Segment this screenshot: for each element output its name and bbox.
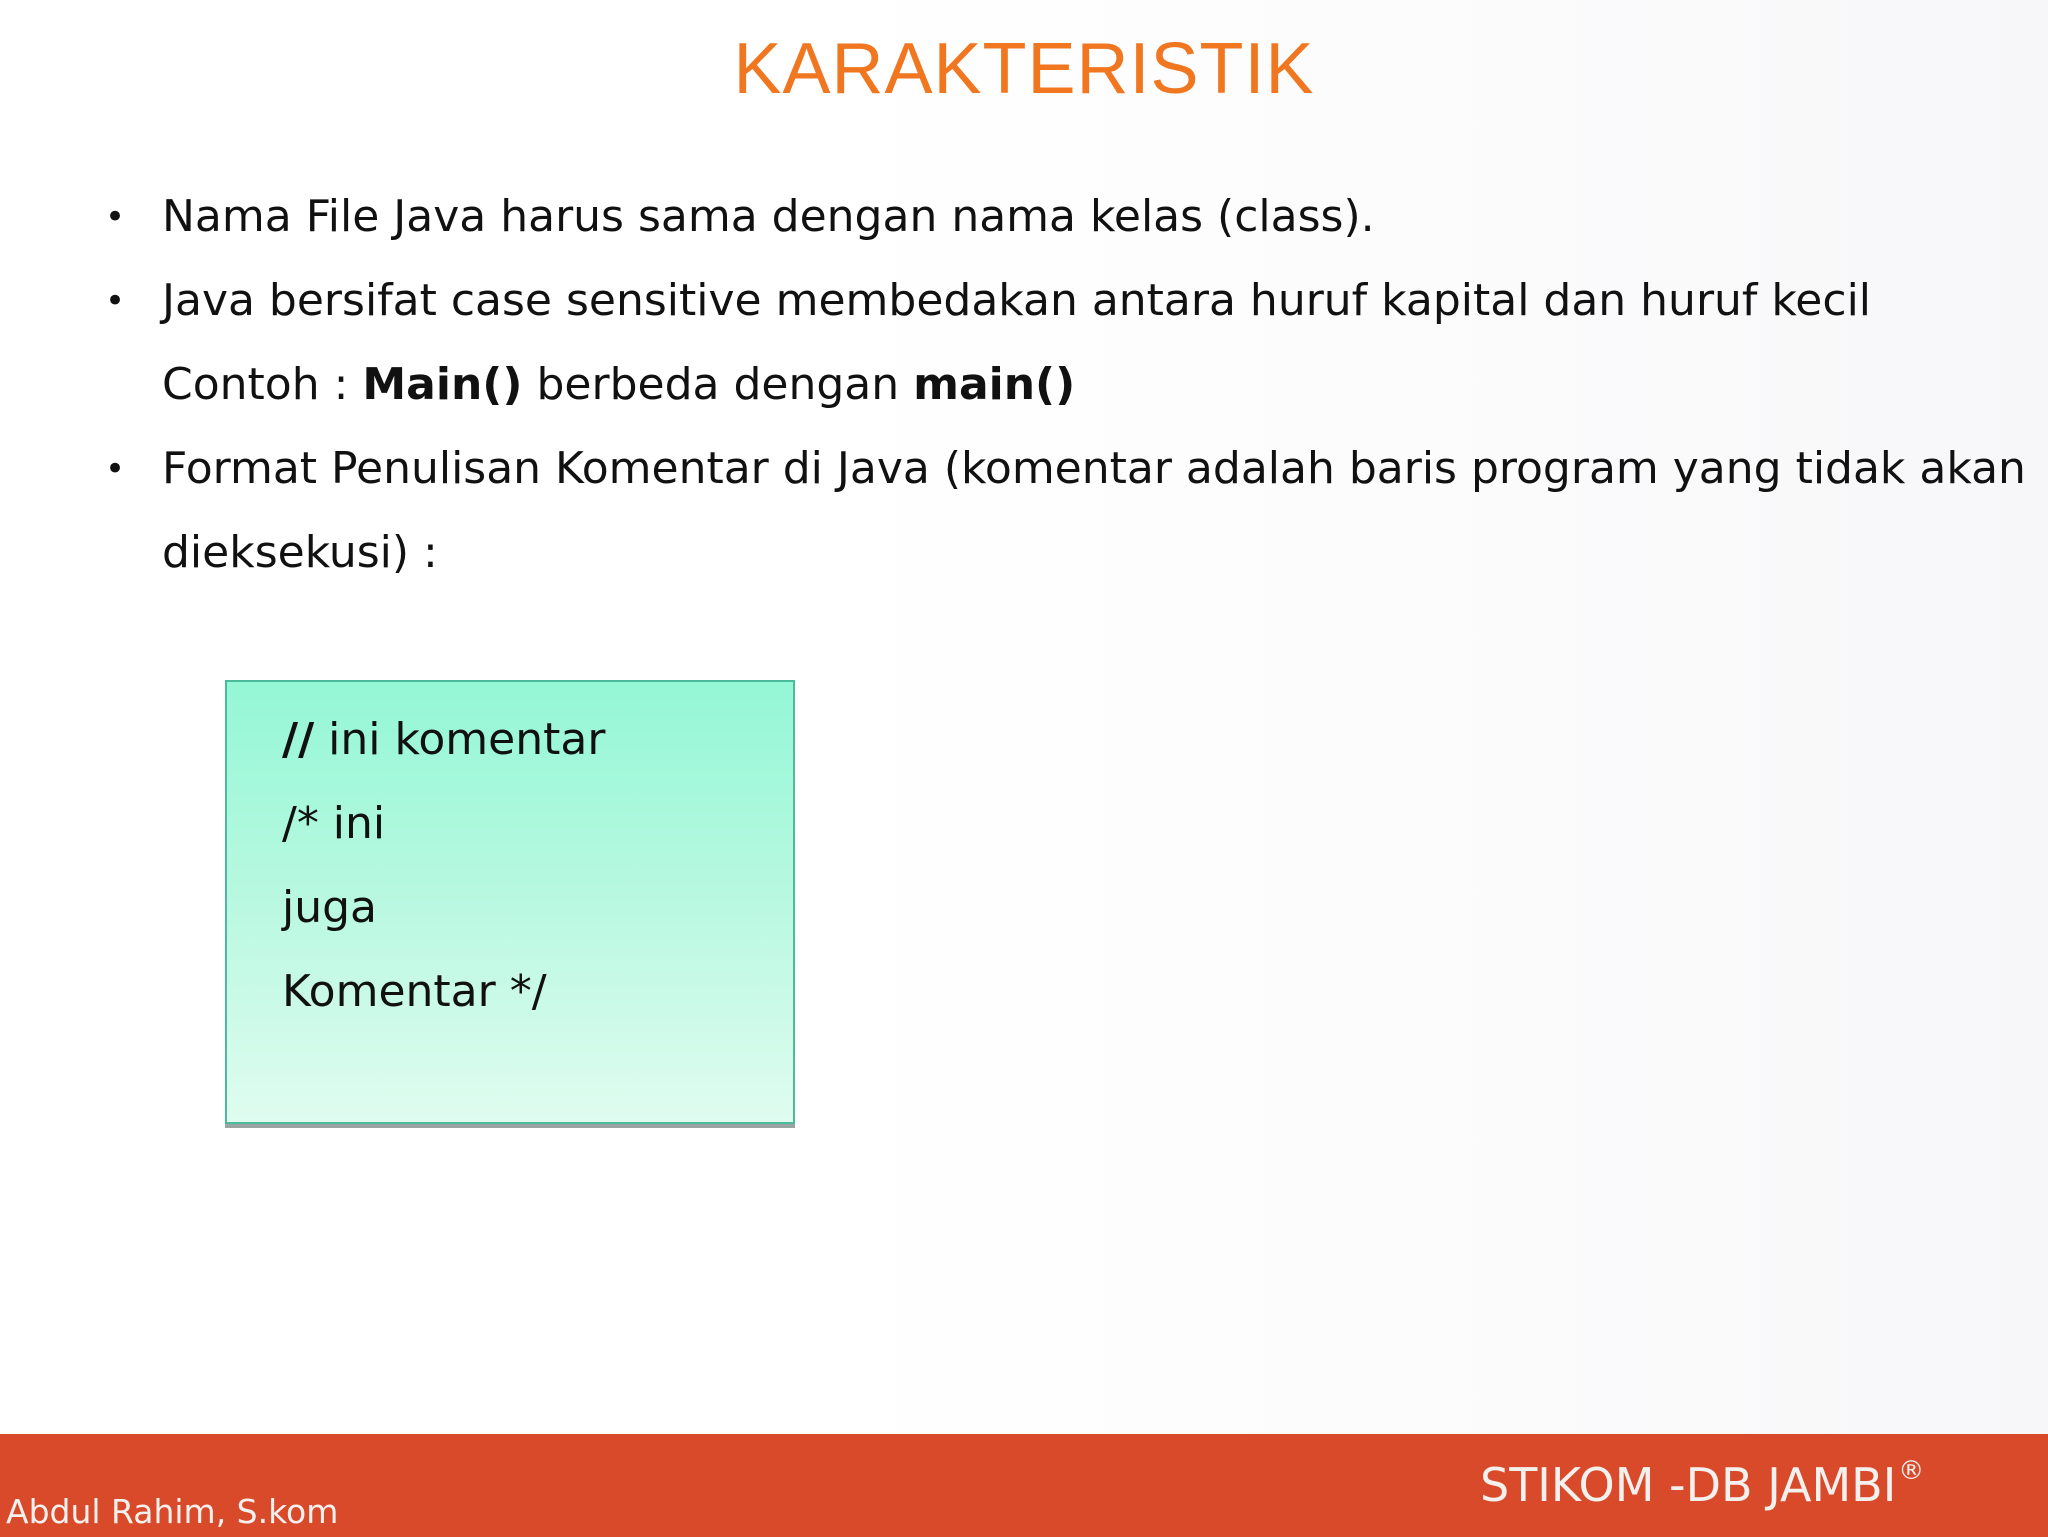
example-text <box>162 343 1075 427</box>
brand-text: STIKOM -DB JAMBI <box>1480 1458 1897 1512</box>
comment-slashes: // <box>282 714 315 765</box>
footer-author: Abdul Rahim, S.kom <box>6 1492 339 1531</box>
slide-title: KARAKTERISTIK <box>733 29 1315 109</box>
bullet-text-continuation: dieksekusi) : <box>162 527 438 578</box>
comment-line-single <box>282 714 605 765</box>
bullet-dot: • <box>104 197 126 237</box>
bullet-text: Nama File Java harus sama dengan nama kelas (class). <box>162 191 1375 242</box>
comment-line-block-start: /* ini <box>282 798 386 849</box>
example-prefix: Contoh : <box>162 359 363 410</box>
bullet-item <box>100 259 2020 343</box>
footer-bar <box>0 1434 2048 1537</box>
bullet-continuation <box>100 343 2020 427</box>
bullet-list <box>100 175 2026 595</box>
example-middle: berbeda dengan <box>522 359 914 410</box>
comment-line-block-middle: juga <box>282 882 378 933</box>
bullet-item <box>100 427 2026 511</box>
example-code-upper: Main() <box>362 359 523 410</box>
bullet-dot: • <box>104 449 126 489</box>
footer-brand <box>1480 1456 1924 1512</box>
bullet-text: Java bersifat case sensitive membedakan antara huruf kapital dan huruf kecil <box>162 275 1872 326</box>
bullet-text: Format Penulisan Komentar di Java (komentar adalah baris program yang tidak akan <box>162 443 2026 494</box>
comment-single-text: ini komentar <box>314 714 606 765</box>
bullet-item <box>100 175 2020 259</box>
registered-mark: ® <box>1898 1456 1925 1486</box>
bullet-continuation <box>100 511 2020 595</box>
comment-example-box <box>225 680 795 1124</box>
comment-line-block-end: Komentar */ <box>282 966 547 1017</box>
example-code-lower: main() <box>913 359 1076 410</box>
bullet-dot: • <box>104 281 126 321</box>
